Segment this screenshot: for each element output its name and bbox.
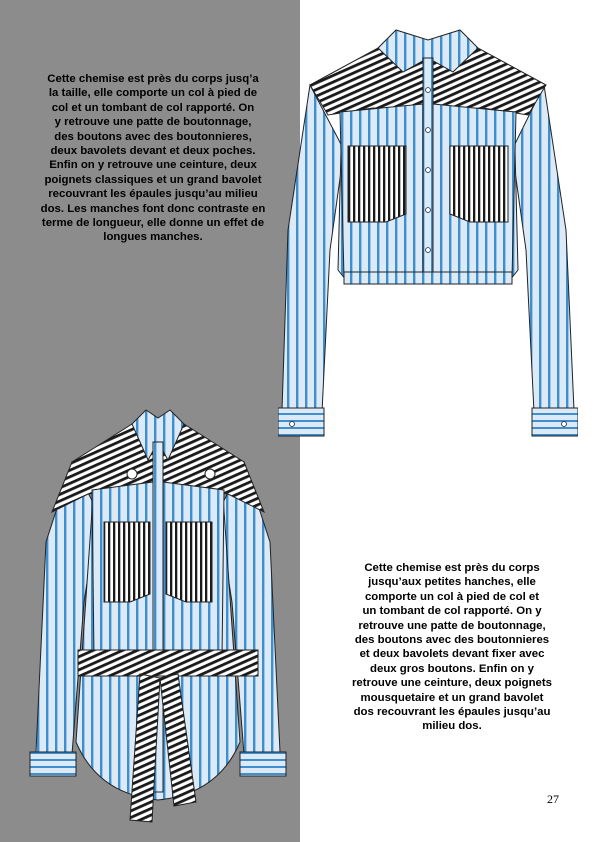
description-line: longues manches. xyxy=(103,231,203,244)
description-line: des boutons avec des boutonnieres xyxy=(354,634,550,647)
description-line: retrouve une patte de boutonnage, xyxy=(358,619,546,632)
description-line: terme de longueur, elle donne un effet de xyxy=(41,217,265,230)
description-line: poignets classiques et un grand bavolet xyxy=(44,173,262,186)
description-line: mousquetaire et un grand bavolet xyxy=(360,691,544,704)
description-line: comporte un col à pied de col et xyxy=(364,590,540,603)
description-line: dos recouvrant les épaules jusqu’au xyxy=(353,706,551,719)
shirt-description-1 xyxy=(16,72,290,245)
shirt-1-drawing xyxy=(278,0,578,440)
description-line: dos. Les manches font donc contraste en xyxy=(40,202,266,215)
description-line: y retrouve une patte de boutonnage, xyxy=(54,116,252,129)
description-line: Cette chemise est près du corps xyxy=(364,562,540,574)
shirt-2-drawing xyxy=(28,402,288,832)
shirt-description-2 xyxy=(318,561,586,734)
page-number: 27 xyxy=(547,792,559,806)
description-line: retrouve une ceinture, deux poignets xyxy=(351,677,552,690)
description-line: deux gros boutons. Enfin on y xyxy=(370,662,534,675)
description-line: la taille, elle comporte un col à pied de xyxy=(48,87,258,100)
description-line: Cette chemise est près du corps jusq’a xyxy=(47,73,259,85)
description-line: deux bavolets devant et deux poches. xyxy=(50,145,256,158)
description-line: des boutons avec des boutonnieres, xyxy=(54,130,252,143)
description-line: un tombant de col rapporté. On y xyxy=(362,605,542,618)
description-line: recouvrant les épaules jusqu’au milieu xyxy=(48,188,258,201)
description-line: milieu dos. xyxy=(422,720,482,733)
description-line: Enfin on y retrouve une ceinture, deux xyxy=(49,159,257,172)
description-line: col et un tombant de col rapporté. On xyxy=(51,101,255,114)
description-line: jusqu’aux petites hanches, elle xyxy=(368,576,536,589)
description-line: et deux bavolets devant fixer avec xyxy=(359,648,545,661)
